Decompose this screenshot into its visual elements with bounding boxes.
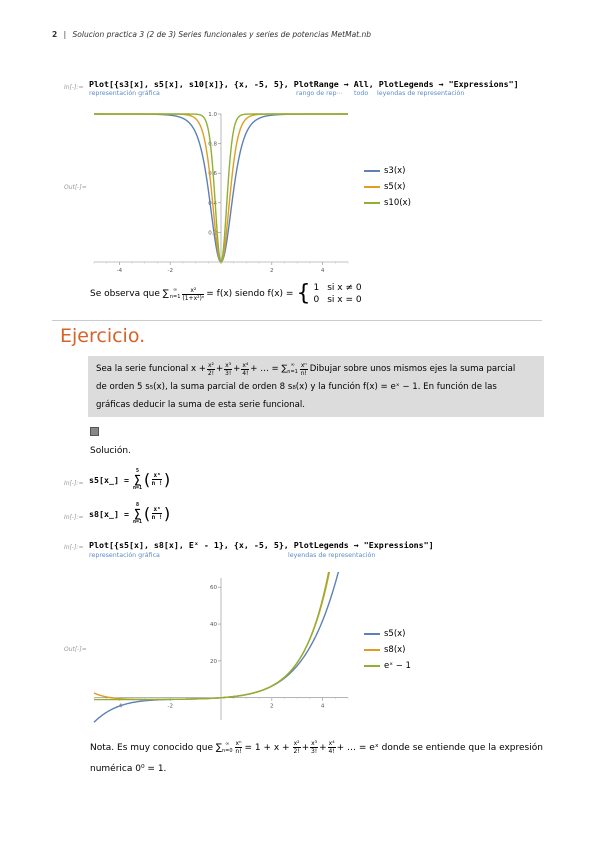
input-label: In[-]:= bbox=[64, 514, 84, 521]
hint-legends[interactable]: leyendas de representación bbox=[288, 552, 376, 559]
y-tick-label: 0.4 bbox=[208, 200, 217, 207]
input-label: In[-]:= bbox=[64, 544, 84, 551]
x-tick-label: -4 bbox=[116, 703, 123, 710]
chart-s-series bbox=[90, 108, 352, 276]
legend-item-s5: s5(x) bbox=[364, 179, 411, 195]
plot2-code-cell[interactable]: Plot[{s5[x], s8[x], Eˣ - 1}, {x, -5, 5}, PlotLegends → "Expressions"] bbox=[89, 540, 434, 550]
y-tick-label: 20 bbox=[210, 658, 217, 665]
section-title: Ejercicio. bbox=[60, 325, 146, 347]
output-label: Out[-]= bbox=[64, 646, 87, 653]
x-tick-label: -4 bbox=[116, 268, 123, 274]
header-separator: | bbox=[63, 30, 67, 39]
y-tick-label: 0.8 bbox=[208, 141, 217, 148]
x-tick-label: 4 bbox=[320, 268, 325, 274]
page-header bbox=[52, 30, 371, 39]
page-number: 2 bbox=[52, 30, 58, 39]
legend-item-s5: s5(x) bbox=[364, 626, 411, 642]
nota-line2: numérica 0⁰ = 1. bbox=[90, 764, 167, 774]
solution-label: Solución. bbox=[90, 446, 131, 456]
chart-exp-partial-sums bbox=[90, 572, 352, 732]
legend-item-s10: s10(x) bbox=[364, 195, 411, 211]
y-tick-label: 40 bbox=[210, 622, 217, 629]
y-tick-label: 1.0 bbox=[208, 112, 217, 118]
y-tick-label: 0.6 bbox=[208, 171, 217, 178]
s5-definition-cell[interactable]: s5[x_] = 5 ∑ n=1 ( $\frac{\text{xⁿ}}{n !}$ ) bbox=[89, 468, 173, 491]
output-label: Out[-]= bbox=[64, 184, 87, 191]
exercise-statement: Sea la serie funcional x + $\frac{\text{x²}}{2!}$ + $\frac{\text{x³}}{3!}$ + $\frac{\text{x⁴}}{4!}$ + … = ∑ ∞ n=1 $\frac{\text{xⁿ}}{n!}$ Dibujar sobre unos mismos ejes la suma parcial de orden 5 s₅(x), la suma parcial de orden 8 s₈(x) y la función f(x) = eˣ − 1. En función de las gráficas deducir la suma de esta serie funcional. bbox=[88, 356, 544, 417]
plot-code-cell[interactable]: Plot[{s3[x], s5[x], s10[x]}, {x, -5, 5}, PlotRange → All, PlotLegends → "Expressions"] bbox=[89, 79, 519, 89]
notebook-title: Solucion practica 3 (2 de 3) Series funcionales y series de potencias MetMat.nb bbox=[72, 30, 372, 39]
legend-item-s8: s8(x) bbox=[364, 642, 411, 658]
hint-plot[interactable]: representación gráfica bbox=[89, 90, 160, 97]
x-tick-label: 2 bbox=[270, 268, 274, 274]
y-tick-label: 0.2 bbox=[208, 230, 217, 237]
chart1-legend bbox=[364, 163, 411, 211]
cell-toggle-icon[interactable] bbox=[90, 427, 99, 436]
hint-legends[interactable]: leyendas de representación bbox=[377, 90, 465, 97]
input-label: In[-]:= bbox=[64, 480, 84, 487]
section-divider bbox=[52, 320, 542, 321]
y-tick-label: 60 bbox=[210, 585, 217, 592]
x-tick-label: 2 bbox=[270, 703, 274, 710]
x-tick-label: -2 bbox=[167, 268, 173, 274]
hint-plotrange[interactable]: rango de rep⋯ bbox=[296, 90, 343, 97]
hint-plot[interactable]: representación gráfica bbox=[89, 552, 160, 559]
s8-definition-cell[interactable]: s8[x_] = 8 ∑ n=1 ( $\frac{\text{xⁿ}}{n !}$ ) bbox=[89, 502, 173, 525]
observation-text: Se observa que ∑ ∞ n=1 $\frac{\text{x²}}{\text{(1+x²)ⁿ}}$ = f(x) siendo f(x) = { 1 si x ≠ 0 0 si x = 0 bbox=[90, 281, 362, 306]
input-label: In[-]:= bbox=[64, 84, 84, 91]
hint-all[interactable]: todo bbox=[354, 90, 369, 97]
x-tick-label: -2 bbox=[167, 703, 173, 710]
chart2-legend bbox=[364, 626, 411, 674]
legend-item-s3: s3(x) bbox=[364, 163, 411, 179]
nota-text: Nota. Es muy conocido que ∑ ∞ n=0 $\frac{\text{xⁿ}}{n!}$ = 1 + x + $\frac{\text{x²}}{2!}$ + $\frac{\text{x³}}{3!}$ + $\frac{\text{x⁴}}{4!}$ + … = eˣ donde se entiende que la expresión bbox=[90, 740, 543, 755]
legend-item-exp: eˣ − 1 bbox=[364, 658, 411, 674]
x-tick-label: 4 bbox=[320, 703, 325, 710]
